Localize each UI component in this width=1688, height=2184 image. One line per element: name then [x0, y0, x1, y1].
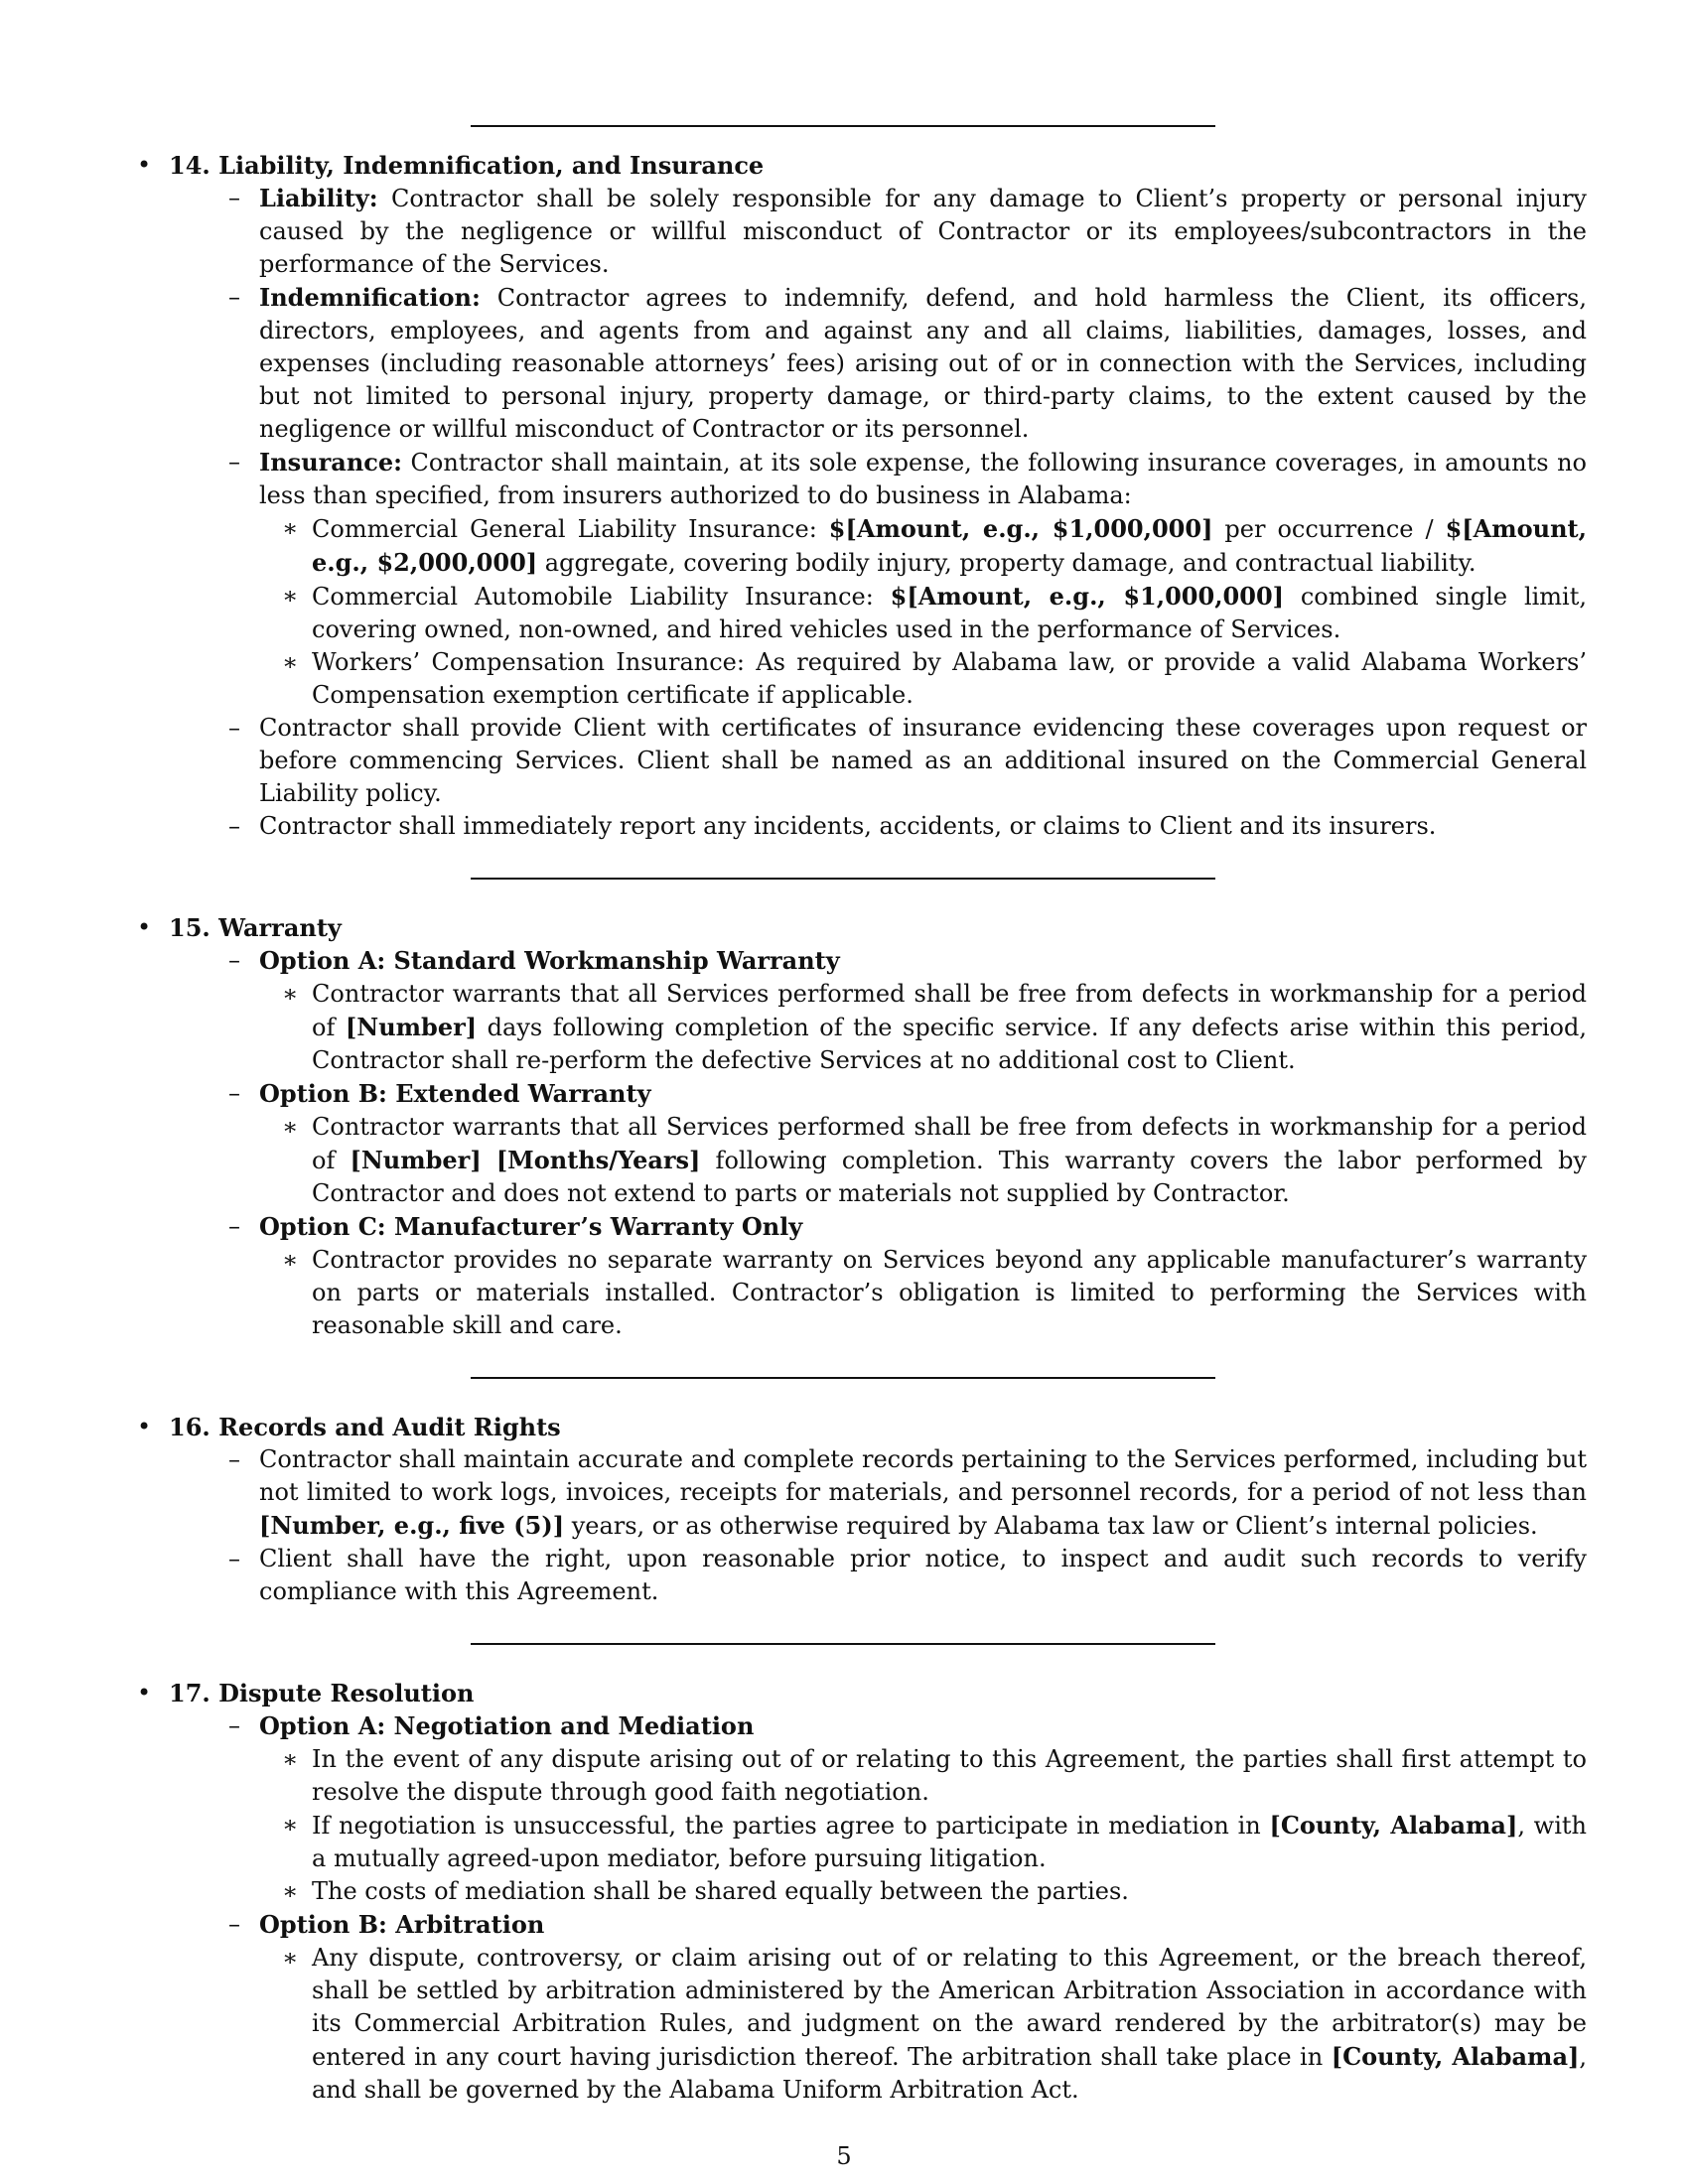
indemnification-clause — [169, 281, 1587, 446]
dash-icon: – — [228, 1445, 240, 1473]
clause-text: Contractor shall maintain, at its sole expense, the following insurance coverages, in amounts no less than specified, from insurers authorized to do business in Alabama: — [259, 449, 1587, 509]
dash-icon: – — [228, 283, 240, 311]
option-a-title: – Option A: Standard Workmanship Warranty — [228, 946, 840, 975]
list-item-option-a: ∗ Contractor warrants that all Services performed shall be free from defects in workmanship for a period of [Number] days following completion of the specific service. If any defects arise within this period, Contractor shall re-perform the defective Services at no additional cost to Client. — [282, 980, 1587, 1074]
dash-icon: – — [228, 1910, 240, 1938]
section-17 — [137, 1677, 1587, 2107]
section-heading: 16. Records and Audit Rights — [169, 1413, 561, 1441]
section-15 — [137, 911, 1587, 1342]
asterisk-icon: ∗ — [282, 1944, 299, 1972]
dash-icon: – — [228, 1212, 240, 1240]
audit-clause: – Client shall have the right, upon reasonable prior notice, to inspect and audit such records to verify compliance with this Agreement. — [228, 1545, 1587, 1605]
list-item-cgl-insurance: ∗ Commercial General Liability Insurance: $[Amount, e.g., $1,000,000] per occurrence / $[Amount, e.g., $2,000,000] aggregate, covering bodily injury, property damage, and contractual liability. — [282, 514, 1587, 577]
report-clause: – Contractor shall immediately report any incidents, accidents, or claims to Client and its insurers. — [169, 810, 1587, 843]
liability-clause — [169, 182, 1587, 281]
horizontal-rule — [471, 1377, 1215, 1379]
option-b-title: – Option B: Arbitration — [228, 1910, 545, 1939]
asterisk-icon: ∗ — [282, 1113, 299, 1141]
list-item-arbitration: ∗ Any dispute, controversy, or claim arising out of or relating to this Agreement, or the breach thereof, shall be settled by arbitration administered by the American Arbitration Association in accordance with its Commercial Arbitration Rules, and judgment on the award rendered by the arbitrator(s) may be entered in any court having jurisdiction thereof. The arbitration shall take place in [County, Alabama], and shall be governed by the Alabama Uniform Arbitration Act. — [282, 1944, 1587, 2104]
clause-text: Contractor agrees to indemnify, defend, and hold harmless the Client, its officers, directors, employees, and agents from and against any and all claims, liabilities, damages, losses, and expenses (including reasonable attorneys’ fees) arising out of or in connection with the Services, including but not limited to personal injury, property damage, or third-party claims, to the extent caused by the negligence or willful misconduct of Contractor or its personnel. — [259, 284, 1587, 443]
document-page — [137, 111, 1587, 2107]
asterisk-icon: ∗ — [282, 980, 299, 1008]
page-number: 5 — [836, 2142, 852, 2170]
asterisk-icon: ∗ — [282, 514, 299, 542]
placeholder-number: [Number, e.g., five (5)] — [259, 1511, 565, 1540]
bullet-icon: • — [137, 151, 152, 179]
horizontal-rule — [471, 125, 1215, 127]
section-heading: 17. Dispute Resolution — [169, 1679, 475, 1707]
placeholder-unit: [Months/Years] — [495, 1146, 701, 1174]
asterisk-icon: ∗ — [282, 582, 299, 610]
section-heading: 14. Liability, Indemnification, and Insurance — [169, 151, 765, 180]
placeholder-amount: $[Amount, e.g., $1,000,000] — [828, 514, 1213, 543]
section-16 — [137, 1411, 1587, 1608]
certificates-clause: – Contractor shall provide Client with certificates of insurance evidencing these coverages upon request or before commencing Services. Client shall be named as an additional insured on the Commercial General Liability policy. — [228, 714, 1587, 807]
asterisk-icon: ∗ — [282, 1745, 299, 1773]
option-c-title: – Option C: Manufacturer’s Warranty Only — [228, 1212, 803, 1241]
dash-icon: – — [228, 1079, 240, 1107]
clause-label: Indemnification: — [259, 283, 481, 312]
clause-label: Liability: — [259, 184, 378, 212]
placeholder-number: [Number] — [345, 1013, 478, 1041]
insurance-clause — [169, 446, 1587, 512]
placeholder-county: [County, Alabama] — [1331, 2042, 1580, 2071]
dash-icon: – — [228, 184, 240, 211]
placeholder-amount: $[Amount, e.g., $2,000,000] — [312, 514, 1587, 577]
section-14 — [137, 149, 1587, 843]
option-a-title: – Option A: Negotiation and Mediation — [228, 1711, 755, 1740]
placeholder-number: [Number] — [350, 1146, 482, 1174]
section-heading: 15. Warranty — [169, 913, 342, 942]
asterisk-icon: ∗ — [282, 1877, 299, 1905]
list-item-option-c: ∗ Contractor provides no separate warranty on Services beyond any applicable manufacturer’s warranty on parts or materials installed. Contractor’s obligation is limited to performing the Services with reasonable skill and care. — [282, 1246, 1587, 1339]
list-item-mediation-costs: ∗ The costs of mediation shall be shared equally between the parties. — [169, 1875, 1587, 1908]
list-item-workers-comp: ∗ Workers’ Compensation Insurance: As required by Alabama law, or provide a valid Alabama Workers’ Compensation exemption certificate if applicable. — [282, 648, 1587, 709]
bullet-icon: • — [137, 1679, 152, 1706]
list-item-auto-insurance: ∗ Commercial Automobile Liability Insurance: $[Amount, e.g., $1,000,000] combined single limit, covering owned, non-owned, and hired vehicles used in the performance of Services. — [282, 582, 1587, 643]
clause-text: Contractor shall be solely responsible for any damage to Client’s property or personal injury caused by the negligence or willful misconduct of Contractor or its employees/subcontractors in the performance of the Services. — [259, 185, 1587, 278]
dash-icon: – — [228, 448, 240, 476]
dash-icon: – — [228, 714, 240, 742]
dash-icon: – — [228, 812, 240, 840]
horizontal-rule — [471, 1643, 1215, 1645]
dash-icon: – — [228, 1545, 240, 1572]
records-clause: – Contractor shall maintain accurate and complete records pertaining to the Services performed, including but not limited to work logs, invoices, receipts for materials, and personnel records, for a period of not less than [Number, e.g., five (5)] years, or as otherwise required by Alabama tax law or Client’s internal policies. — [228, 1445, 1587, 1540]
bullet-icon: • — [137, 1413, 152, 1440]
placeholder-county: [County, Alabama] — [1269, 1811, 1518, 1840]
option-b-title: – Option B: Extended Warranty — [228, 1079, 651, 1108]
clause-label: Insurance: — [259, 448, 403, 477]
list-item-negotiation: ∗ In the event of any dispute arising out of or relating to this Agreement, the parties shall first attempt to resolve the dispute through good faith negotiation. — [282, 1745, 1587, 1806]
asterisk-icon: ∗ — [282, 648, 299, 676]
list-item-mediation: ∗ If negotiation is unsuccessful, the parties agree to participate in mediation in [County, Alabama], with a mutually agreed-upon mediator, before pursuing litigation. — [282, 1811, 1588, 1872]
list-item-option-b: ∗ Contractor warrants that all Services performed shall be free from defects in workmanship for a period of [Number] [Months/Years] following completion. This warranty covers the labor performed by Contractor and does not extend to parts or materials not supplied by Contractor. — [282, 1113, 1587, 1207]
dash-icon: – — [228, 946, 240, 974]
horizontal-rule — [471, 878, 1215, 880]
asterisk-icon: ∗ — [282, 1246, 299, 1274]
asterisk-icon: ∗ — [282, 1811, 299, 1839]
placeholder-amount: $[Amount, e.g., $1,000,000] — [890, 582, 1285, 611]
dash-icon: – — [228, 1711, 240, 1739]
bullet-icon: • — [137, 913, 152, 941]
